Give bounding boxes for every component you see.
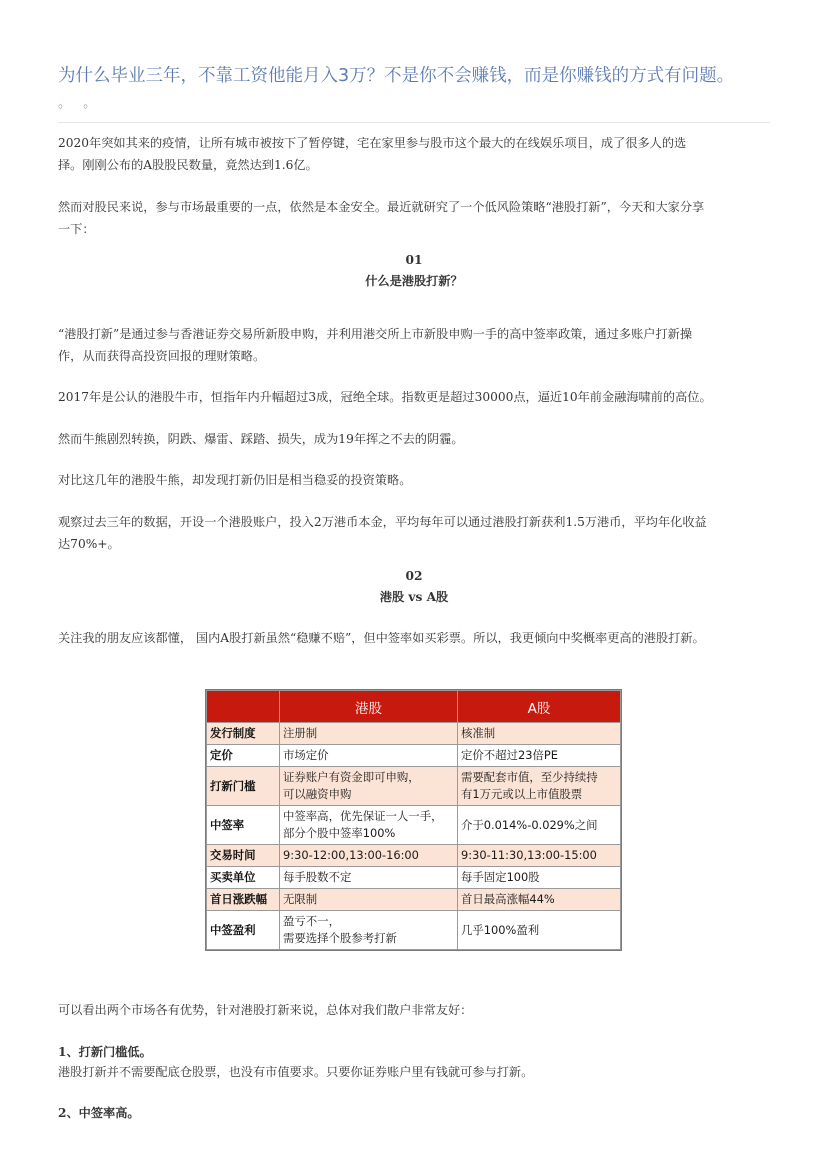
hk-cell-line: 需要选择个股参考打新 — [283, 931, 397, 945]
table-row — [207, 806, 621, 845]
row-label: 中签率 — [207, 806, 280, 845]
row-label: 首日涨跌幅 — [207, 889, 280, 911]
section-1-number: 01 — [405, 253, 423, 267]
hk-cell: 无限制 — [280, 889, 458, 911]
row-label: 定价 — [207, 745, 280, 767]
row-label: 发行制度 — [207, 723, 280, 745]
body1-line-4: 然而牛熊剧烈转换，阴跌、爆雷、踩踏、损失，成为19年挥之不去的阴霾。 — [58, 432, 464, 446]
a-cell: 几乎100%盈利 — [458, 911, 621, 950]
point-1-text: 港股打新并不需要配底仓股票，也没有市值要求。只要你证券账户里有钱就可参与打新。 — [58, 1065, 534, 1079]
body1-line-2: 作，从而获得高投资回报的理财策略。 — [58, 349, 266, 363]
a-cell: 核准制 — [458, 723, 621, 745]
summary-line: 可以看出两个市场各有优势，针对港股打新来说，总体对我们散户非常友好： — [58, 1003, 473, 1017]
table-row — [207, 889, 621, 911]
body2-line: 关注我的朋友应该都懂， 国内A股打新虽然“稳赚不赔”，但中签率如买彩票。所以，我更倾向中奖概率更高的港股打新。 — [58, 631, 705, 645]
a-cell: 9:30-11:30,13:00-15:00 — [458, 845, 621, 867]
hk-cell: 市场定价 — [280, 745, 458, 767]
row-label: 交易时间 — [207, 845, 280, 867]
a-cell — [458, 767, 621, 806]
table-row — [207, 867, 621, 889]
table-header-a: A股 — [458, 691, 621, 723]
hk-cell — [280, 806, 458, 845]
section-1-heading: 什么是港股打新？ — [365, 274, 463, 288]
hk-cell: 注册制 — [280, 723, 458, 745]
intro-line-4: 一下： — [58, 222, 95, 236]
section-2-heading: 港股 vs A股 — [379, 590, 449, 604]
hk-cell: 每手股数不定 — [280, 867, 458, 889]
table-header-corner — [207, 691, 280, 723]
hk-cell-line: 盈亏不一， — [283, 914, 340, 928]
hk-cell-line: 证券账户有资金即可申购， — [283, 770, 420, 784]
table-header-hk: 港股 — [280, 691, 458, 723]
comparison-table — [206, 690, 621, 950]
table-row — [207, 767, 621, 806]
table-header-row — [207, 691, 621, 723]
row-label: 打新门槛 — [207, 767, 280, 806]
hk-cell: 9:30-12:00,13:00-16:00 — [280, 845, 458, 867]
intro-line-2: 择。刚刚公布的A股股民数量，竟然达到1.6亿。 — [58, 158, 318, 172]
hk-cell — [280, 911, 458, 950]
a-cell: 首日最高涨幅44% — [458, 889, 621, 911]
a-cell-line: 有1万元或以上市值股票 — [461, 787, 583, 801]
row-label: 买卖单位 — [207, 867, 280, 889]
body1-line-7: 达70%+。 — [58, 537, 120, 551]
table-row — [207, 911, 621, 950]
body1-line-6: 观察过去三年的数据，开设一个港股账户，投入2万港币本金，平均每年可以通过港股打新获利1.5万港币，平均年化收益 — [58, 515, 707, 529]
title-divider — [58, 122, 770, 123]
row-label: 中签盈利 — [207, 911, 280, 950]
table-row — [207, 745, 621, 767]
table-row — [207, 723, 621, 745]
a-cell: 定价不超过23倍PE — [458, 745, 621, 767]
a-cell: 介于0.014%-0.029%之间 — [458, 806, 621, 845]
body1-line-5: 对比这几年的港股牛熊，却发现打新仍旧是相当稳妥的投资策略。 — [58, 473, 412, 487]
a-cell: 每手固定100股 — [458, 867, 621, 889]
hk-cell-line: 可以融资申购 — [283, 787, 352, 801]
intro-line-1: 2020年突如其来的疫情，让所有城市被按下了暂停键，宅在家里参与股市这个最大的在线娱乐项目，成了很多人的选 — [58, 136, 687, 150]
body1-line-1: “港股打新”是通过参与香港证券交易所新股申购，并利用港交所上市新股申购一手的高中签率政策，通过多账户打新操 — [58, 327, 693, 341]
point-1-title: 1、打新门槛低。 — [58, 1045, 152, 1059]
point-2-title: 2、中签率高。 — [58, 1106, 140, 1120]
body1-line-3: 2017年是公认的港股牛市，恒指年内升幅超过3成，冠绝全球。指数更是超过30000点，逼近10年前金融海啸前的高位。 — [58, 390, 712, 404]
table-row — [207, 845, 621, 867]
article-title: 为什么毕业三年，不靠工资他能月入3万？不是你不会赚钱，而是你赚钱的方式有问题。 — [58, 66, 735, 86]
a-cell-line: 需要配套市值，至少持续持 — [461, 770, 598, 784]
section-2-number: 02 — [405, 569, 423, 583]
hk-cell-line: 中签率高，优先保证一人一手， — [283, 809, 443, 823]
intro-line-3: 然而对股民来说，参与市场最重要的一点，依然是本金安全。最近就研究了一个低风险策略“港股打新”，今天和大家分享 — [58, 200, 705, 214]
article-title-tail: 。 。 — [58, 96, 101, 111]
hk-cell-line: 部分个股中签率100% — [283, 826, 396, 840]
hk-cell — [280, 767, 458, 806]
